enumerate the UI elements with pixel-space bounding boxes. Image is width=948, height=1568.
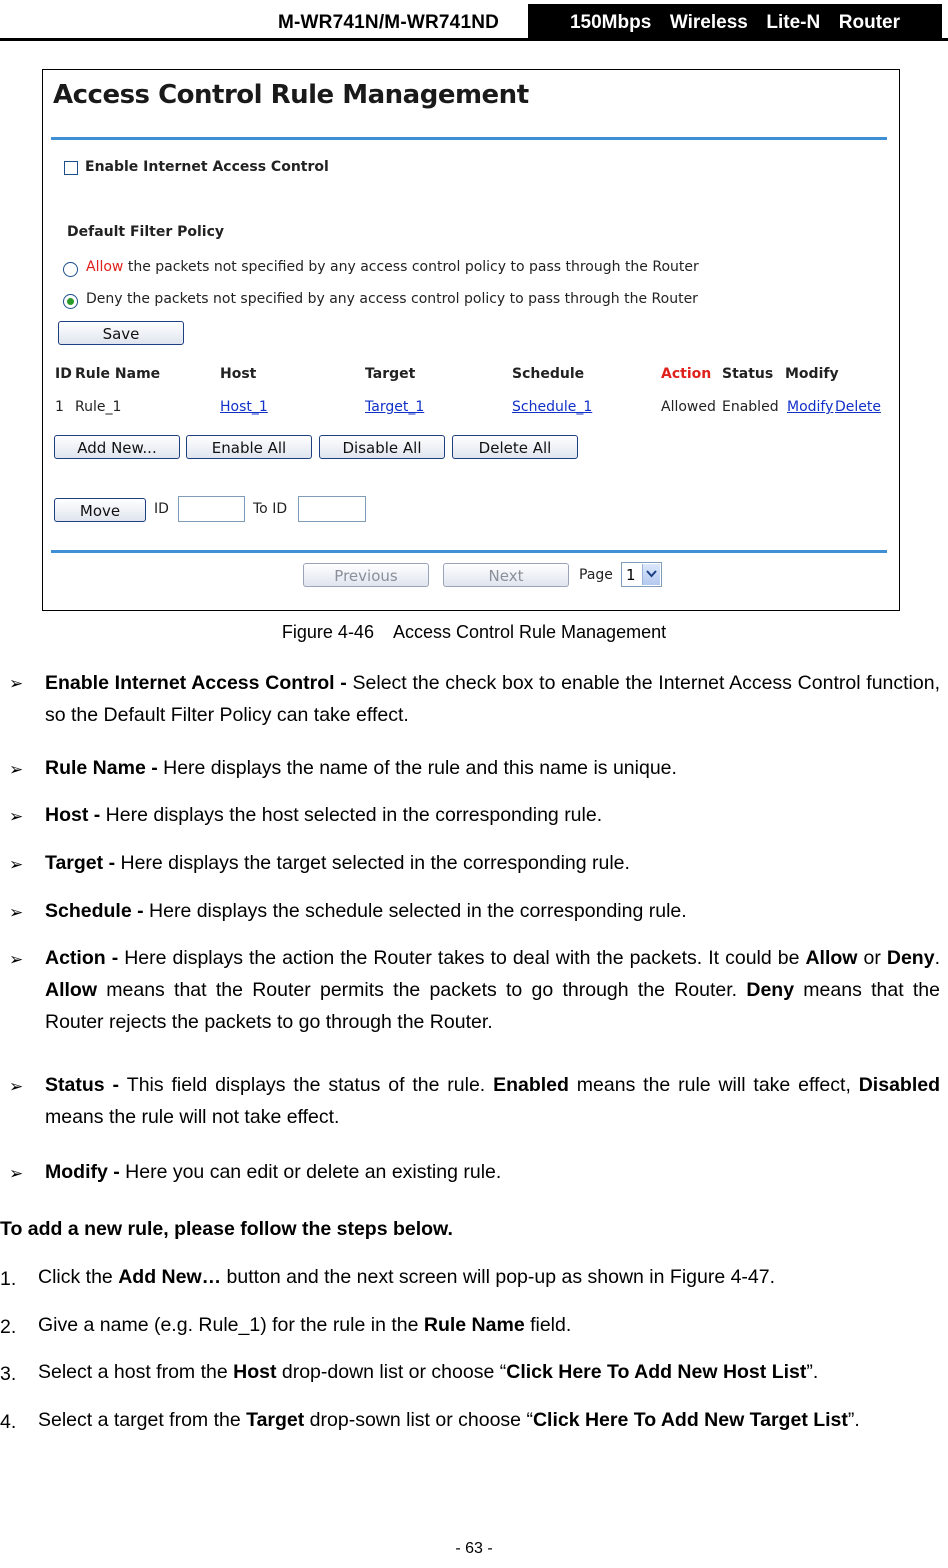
figure-caption: Figure 4-46 Access Control Rule Management — [281, 622, 667, 642]
step-3: Select a host from the Host drop-down list or choose “Click Here To Add New Host List”. — [38, 1361, 819, 1383]
add-new-button[interactable]: Add New... — [54, 435, 180, 459]
bullet-rule-name: Rule Name - Here displays the name of the rule and this name is unique. — [45, 757, 677, 779]
col-modify: Modify — [785, 366, 839, 382]
col-target: Target — [365, 366, 416, 382]
product-banner — [528, 4, 942, 40]
step-number: 3. — [0, 1363, 17, 1385]
step-number: 2. — [0, 1316, 17, 1338]
bottom-divider — [51, 550, 887, 553]
header-rule — [0, 38, 948, 41]
enable-control-label: Enable Internet Access Control — [85, 159, 329, 175]
deny-option-label: Deny the packets not specified by any access control policy to pass through the Router — [86, 291, 698, 307]
step-number: 4. — [0, 1411, 17, 1433]
step-number: 1. — [0, 1268, 17, 1290]
arrow-bullet-icon: ➢ — [9, 950, 24, 969]
page-number: - 63 - — [455, 1540, 493, 1557]
bullet-status: Status - This field displays the status of the rule. Enabled means the rule will take effect, Disabled means the rule will not take effect. — [45, 1074, 940, 1128]
host-link[interactable]: Host_1 — [220, 399, 268, 415]
modify-link[interactable]: Modify — [787, 399, 834, 415]
figure-title: Access Control Rule Management — [53, 80, 529, 110]
steps-heading: To add a new rule, please follow the steps below. — [0, 1218, 453, 1240]
figure-screenshot — [42, 69, 900, 611]
chevron-down-icon[interactable] — [642, 564, 660, 585]
bullet-host: Host - Here displays the host selected in the corresponding rule. — [45, 804, 603, 826]
cell-id: 1 — [55, 399, 64, 415]
move-to-id-label: To ID — [253, 501, 288, 517]
arrow-bullet-icon: ➢ — [9, 807, 24, 826]
step-2: Give a name (e.g. Rule_1) for the rule in the Rule Name field. — [38, 1314, 572, 1336]
bullet-schedule: Schedule - Here displays the schedule selected in the corresponding rule. — [45, 900, 687, 922]
target-link[interactable]: Target_1 — [365, 399, 425, 415]
deny-radio[interactable] — [63, 294, 78, 309]
disable-all-button[interactable]: Disable All — [319, 435, 445, 459]
enable-all-button[interactable]: Enable All — [186, 435, 312, 459]
allow-radio[interactable] — [63, 262, 78, 277]
arrow-bullet-icon: ➢ — [9, 903, 24, 922]
previous-button[interactable]: Previous — [303, 563, 429, 587]
move-id-input[interactable] — [178, 496, 245, 522]
allow-option-label — [86, 259, 699, 275]
enable-control-checkbox[interactable] — [64, 161, 78, 175]
delete-all-button[interactable]: Delete All — [452, 435, 578, 459]
bullet-action: Action - Here displays the action the Router takes to deal with the packets. It could be Allow or Deny. Allow means that the Router permits the packets to go through the Router. Deny means that the Router rejects the packets to go through the Router. — [45, 947, 940, 1033]
col-rule-name: Rule Name — [75, 366, 161, 382]
page-header — [0, 0, 948, 42]
arrow-bullet-icon: ➢ — [9, 1164, 24, 1183]
col-host: Host — [220, 366, 257, 382]
page-select[interactable] — [621, 562, 662, 587]
arrow-bullet-icon: ➢ — [9, 674, 24, 693]
col-schedule: Schedule — [512, 366, 585, 382]
col-id: ID — [55, 366, 72, 382]
cell-action: Allowed — [661, 399, 716, 415]
bullet-enable: Enable Internet Access Control - Select the check box to enable the Internet Access Control function, so the Default Filter Policy can take effect. — [45, 672, 940, 726]
title-divider — [51, 137, 887, 140]
bullet-modify: Modify - Here you can edit or delete an existing rule. — [45, 1161, 502, 1183]
move-id-label: ID — [154, 501, 169, 517]
policy-label: Default Filter Policy — [67, 224, 225, 240]
delete-link[interactable]: Delete — [835, 399, 881, 415]
product-name: 150Mbps Wireless Lite-N Router — [569, 12, 900, 33]
model-name: M-WR741N/M-WR741ND — [278, 12, 500, 33]
radio-selected-dot — [67, 298, 74, 305]
cell-rule-name: Rule_1 — [75, 399, 122, 415]
next-button[interactable]: Next — [443, 563, 569, 587]
move-button[interactable]: Move — [54, 498, 146, 522]
arrow-bullet-icon: ➢ — [9, 1077, 24, 1096]
step-4: Select a target from the Target drop-sown list or choose “Click Here To Add New Target List”. — [38, 1409, 860, 1431]
schedule-link[interactable]: Schedule_1 — [512, 399, 593, 415]
page-label: Page — [579, 567, 613, 583]
page-select-value: 1 — [626, 566, 636, 584]
allow-rest: the packets not specified by any access control policy to pass through the Router — [127, 259, 699, 275]
step-1: Click the Add New… button and the next screen will pop-up as shown in Figure 4-47. — [38, 1266, 776, 1288]
cell-status: Enabled — [722, 399, 779, 415]
col-action: Action — [661, 366, 712, 382]
allow-word: Allow — [86, 259, 124, 275]
bullet-target: Target - Here displays the target selected in the corresponding rule. — [45, 852, 630, 874]
col-status: Status — [722, 366, 774, 382]
arrow-bullet-icon: ➢ — [9, 855, 24, 874]
save-button[interactable]: Save — [58, 321, 184, 345]
move-to-id-input[interactable] — [298, 496, 366, 522]
arrow-bullet-icon: ➢ — [9, 760, 24, 779]
